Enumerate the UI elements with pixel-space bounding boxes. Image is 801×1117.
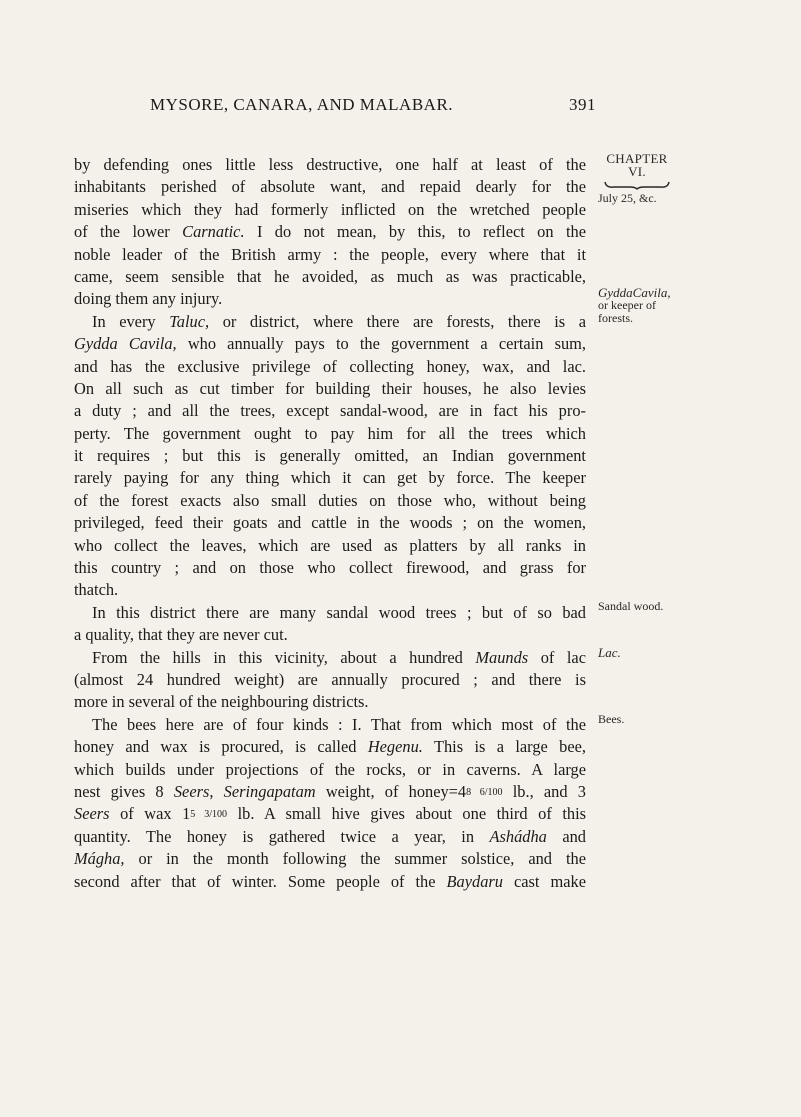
margin-note-text: Lac. <box>598 645 621 660</box>
text-line: In every Taluc, or district, where there are forests, there is a <box>92 311 586 331</box>
margin-note-bees <box>598 713 718 726</box>
page-number: 391 <box>569 95 596 114</box>
text-line: a duty ; and all the trees, except sandal-wood, are in fact his pro- <box>74 401 586 421</box>
text-line: doing them any injury. <box>74 289 223 309</box>
running-title: MYSORE, CANARA, AND MALABAR. <box>150 95 454 114</box>
text-line: noble leader of the British army : the people, every where that it <box>74 244 586 264</box>
text-line: it requires ; but this is generally omitted, an Indian government <box>74 446 586 466</box>
text-line: (almost 24 hundred weight) are annually procured ; and there is <box>74 669 586 689</box>
text-line: Seers of wax 15 3/100 lb. A small hive gives about one third of this <box>74 804 586 824</box>
margin-note-text: Bees. <box>598 712 625 726</box>
body-text <box>74 154 586 893</box>
text-line: nest gives 8 Seers, Seringapatam weight, of honey=48 6/100 lb., and 3 <box>74 781 586 801</box>
text-line: quantity. The honey is gathered twice a year, in Ashádha and <box>74 826 586 846</box>
text-line: of the forest exacts also small duties on those who, without being <box>74 490 586 510</box>
text-line: came, seem sensible that he avoided, as much as was practicable, <box>74 266 586 286</box>
text-line: second after that of winter. Some people of the Baydaru cast make <box>74 871 586 891</box>
text-line: of the lower Carnatic. I do not mean, by this, to reflect on the <box>74 222 586 242</box>
margin-note-line: or keeper of <box>598 298 656 312</box>
text-line: perty. The government ought to pay him for all the trees which <box>74 423 586 443</box>
text-line: Mágha, or in the month following the summer solstice, and the <box>74 849 586 869</box>
text-line: The bees here are of four kinds : I. That from which most of the <box>92 714 586 734</box>
text-line: privileged, feed their goats and cattle in the woods ; on the women, <box>74 513 586 533</box>
text-line: which builds under projections of the rocks, or in caverns. A large <box>74 759 586 779</box>
text-line: inhabitants perished of absolute want, and repaid dearly for the <box>74 177 586 197</box>
text-line: this country ; and on those who collect firewood, and grass for <box>74 558 586 578</box>
margin-chapter <box>598 152 718 205</box>
text-line: On all such as cut timber for building their houses, he also levies <box>74 378 586 398</box>
text-line: miseries which they had formerly inflicted on the wretched people <box>74 199 586 219</box>
chapter-label: CHAPTER <box>606 151 668 166</box>
chapter-number: VI. <box>628 164 646 179</box>
text-line: by defending ones little less destructive, one half at least of the <box>74 155 586 174</box>
text-line: a quality, that they are never cut. <box>74 625 288 645</box>
text-line: Gydda Cavila, who annually pays to the government a certain sum, <box>74 334 586 354</box>
margin-date: July 25, &c. <box>598 191 657 205</box>
text-line: more in several of the neighbouring districts. <box>74 692 369 712</box>
margin-note-line: forests. <box>598 311 633 325</box>
margin-note-sandal <box>598 600 718 613</box>
margin-note-text: Sandal wood. <box>598 599 664 613</box>
text-line: In this district there are many sandal wood trees ; but of so bad <box>92 602 586 622</box>
brace-ornament <box>604 180 670 190</box>
text-line: who collect the leaves, which are used as platters by all ranks in <box>74 535 586 555</box>
margin-note-title: GyddaCavila, <box>598 285 671 300</box>
text-line: honey and wax is procured, is called Hegenu. This is a large bee, <box>74 737 586 757</box>
text-line: rarely paying for any thing which it can get by force. The keeper <box>74 468 586 488</box>
margin-note-gydda <box>598 286 718 325</box>
margin-note-lac <box>598 646 718 659</box>
fraction-wax: 5 3/100 <box>190 809 228 821</box>
fraction-honey: 8 6/100 <box>466 786 503 798</box>
text-line: thatch. <box>74 580 119 600</box>
text-line: From the hills in this vicinity, about a hundred Maunds of lac <box>92 647 586 667</box>
text-line: and has the exclusive privilege of collecting honey, wax, and lac. <box>74 356 586 376</box>
